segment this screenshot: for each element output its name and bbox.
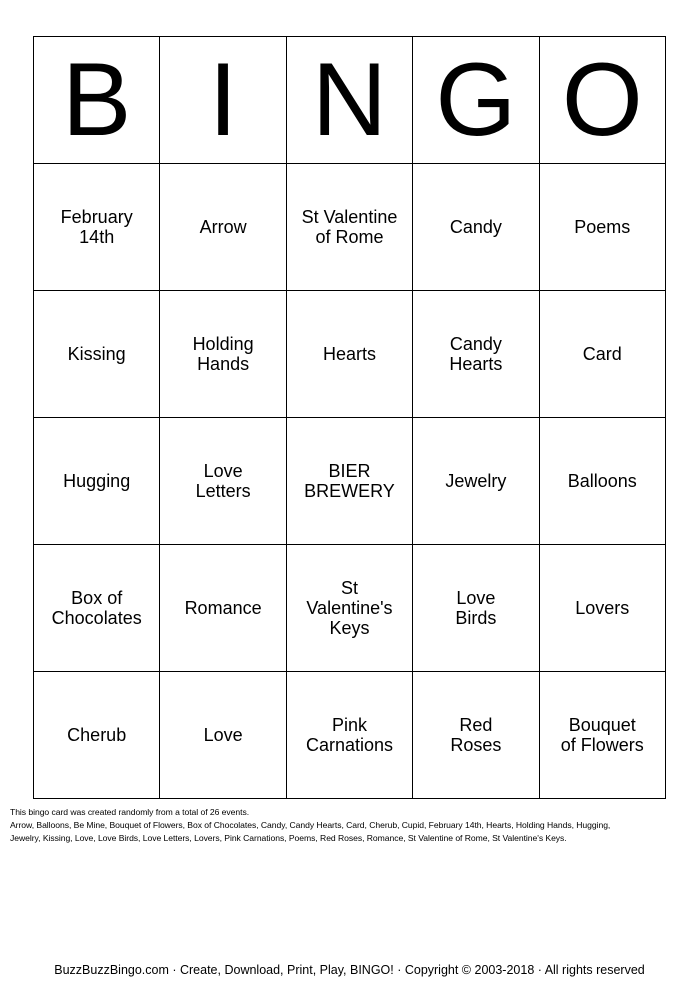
header-letter-o: O: [539, 37, 665, 164]
card-cell: Arrow: [160, 164, 286, 291]
header-row: [34, 37, 666, 164]
card-info: [10, 806, 692, 845]
card-cell: Bouquet of Flowers: [539, 672, 665, 799]
header-letter-g: G: [413, 37, 539, 164]
card-cell: Candy Hearts: [413, 291, 539, 418]
card-cell: Love Letters: [160, 418, 286, 545]
header-letter-b: B: [34, 37, 160, 164]
card-cell: Red Roses: [413, 672, 539, 799]
card-cell: Cherub: [34, 672, 160, 799]
card-cell: Holding Hands: [160, 291, 286, 418]
card-cell: Love: [160, 672, 286, 799]
card-row-3: [34, 418, 666, 545]
card-cell: Balloons: [539, 418, 665, 545]
card-cell: Lovers: [539, 545, 665, 672]
card-row-1: [34, 164, 666, 291]
card-cell: Card: [539, 291, 665, 418]
card-cell: St Valentine of Rome: [286, 164, 412, 291]
card-cell: Romance: [160, 545, 286, 672]
card-cell: Hugging: [34, 418, 160, 545]
card-cell: St Valentine's Keys: [286, 545, 412, 672]
header-letter-i: I: [160, 37, 286, 164]
card-cell: Kissing: [34, 291, 160, 418]
event-list-line-1: Arrow, Balloons, Be Mine, Bouquet of Flowers, Box of Chocolates, Candy, Candy Hearts, Card, Cherub, Cupid, February 14th, Hearts, Holding Hands, Hugging,: [10, 820, 611, 830]
card-cell: February 14th: [34, 164, 160, 291]
card-cell: Poems: [539, 164, 665, 291]
card-row-5: [34, 672, 666, 799]
card-cell: Love Birds: [413, 545, 539, 672]
bingo-card: [33, 36, 666, 799]
header-letter-n: N: [286, 37, 412, 164]
card-summary: This bingo card was created randomly from a total of 26 events.: [10, 807, 250, 817]
card-cell: Candy: [413, 164, 539, 291]
card-row-2: [34, 291, 666, 418]
card-cell: Jewelry: [413, 418, 539, 545]
card-cell: BIER BREWERY: [286, 418, 412, 545]
footer-copyright: BuzzBuzzBingo.com · Create, Download, Print, Play, BINGO! · Copyright © 2003-2018 · All rights reserved: [54, 963, 645, 977]
card-row-4: [34, 545, 666, 672]
card-cell: Box of Chocolates: [34, 545, 160, 672]
card-cell: Hearts: [286, 291, 412, 418]
event-list-line-2: Jewelry, Kissing, Love, Love Birds, Love Letters, Lovers, Pink Carnations, Poems, Red Roses, Romance, St Valentine of Rome, St Valentine's Keys.: [10, 833, 567, 843]
card-cell: Pink Carnations: [286, 672, 412, 799]
